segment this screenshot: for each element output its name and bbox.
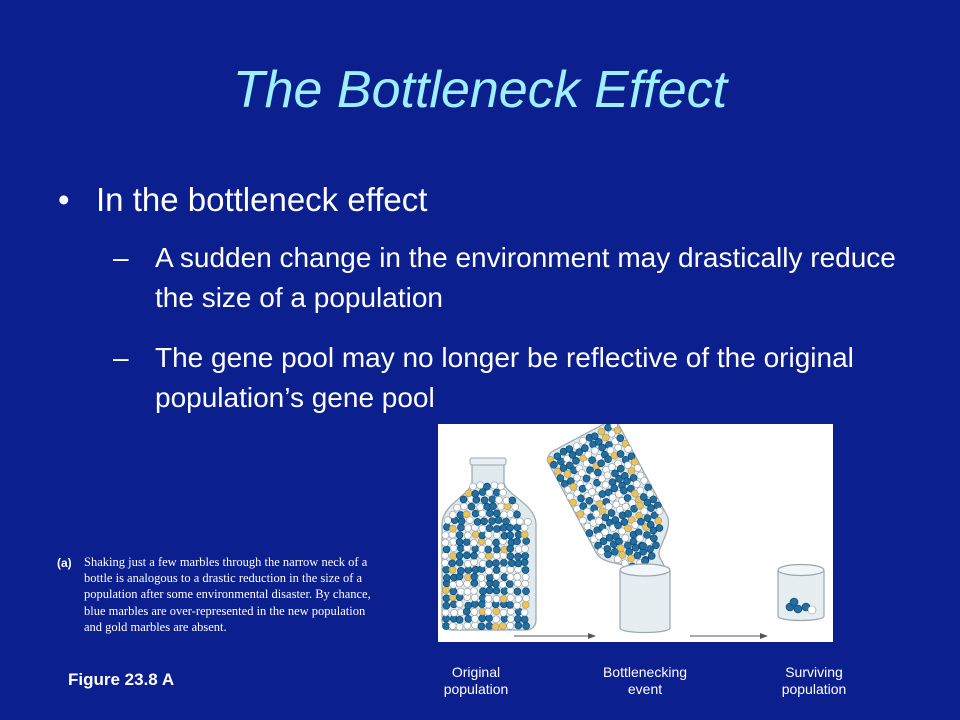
- marble: [442, 552, 449, 559]
- marble: [490, 503, 497, 510]
- marble: [521, 609, 528, 616]
- marble: [457, 588, 464, 595]
- slide-title: The Bottleneck Effect: [232, 61, 728, 119]
- marble: [522, 601, 529, 608]
- stage-label-bottleneck: [585, 664, 705, 698]
- marble: [443, 574, 450, 581]
- figure-label: Figure 23.8 A: [68, 670, 175, 689]
- marble: [516, 518, 523, 525]
- marble: [454, 504, 461, 511]
- marble: [493, 510, 500, 517]
- marble: [450, 581, 457, 588]
- marble: [522, 566, 529, 573]
- marble: [456, 580, 463, 587]
- marble: [507, 545, 514, 552]
- stage-label-surviving: [754, 664, 874, 698]
- marble: [472, 531, 479, 538]
- marble: [493, 608, 500, 615]
- marble: [444, 517, 451, 524]
- marble: [486, 574, 493, 581]
- marble: [497, 483, 504, 490]
- marble: [523, 538, 530, 545]
- marble: [472, 622, 479, 629]
- marble: [472, 510, 479, 517]
- marble: [471, 559, 478, 566]
- marble: [486, 560, 493, 567]
- marble: [522, 574, 529, 581]
- marble: [486, 525, 493, 532]
- marble: [472, 490, 479, 497]
- stage-label-line: population: [443, 681, 509, 697]
- marble: [442, 623, 449, 630]
- marble: [491, 482, 498, 489]
- marble: [479, 615, 486, 622]
- marble: [456, 552, 463, 559]
- marble: [443, 595, 450, 602]
- marble: [522, 552, 529, 559]
- marble: [465, 602, 472, 609]
- marble: [512, 503, 519, 510]
- marble: [501, 511, 508, 518]
- marble: [493, 595, 500, 602]
- sub-bullet-marker: –: [113, 242, 129, 273]
- bottleneck-illustration: [438, 424, 833, 642]
- marble: [471, 608, 478, 615]
- marble: [465, 574, 472, 581]
- marble: [442, 559, 449, 566]
- original-bottle: [442, 458, 536, 630]
- marble: [486, 615, 493, 622]
- marble: [514, 538, 521, 545]
- marble: [507, 553, 514, 560]
- marble: [470, 483, 477, 490]
- marble: [510, 518, 517, 525]
- bottleneck-figure: [438, 424, 833, 642]
- marble: [479, 525, 486, 532]
- marble: [474, 518, 481, 525]
- marble: [523, 595, 530, 602]
- marble: [507, 594, 514, 601]
- marble: [507, 587, 514, 594]
- marble: [471, 594, 478, 601]
- marble: [514, 588, 521, 595]
- marble: [464, 622, 471, 629]
- marble: [509, 497, 516, 504]
- marble: [522, 580, 529, 587]
- marble: [450, 545, 457, 552]
- marble: [485, 567, 492, 574]
- marble: [481, 518, 488, 525]
- marble: [493, 560, 500, 567]
- bullet-text: In the bottleneck effect: [96, 181, 428, 218]
- marble: [507, 608, 514, 615]
- marble: [500, 609, 507, 616]
- marble: [458, 518, 465, 525]
- stage-label-line: Surviving: [785, 664, 843, 680]
- marble: [478, 552, 485, 559]
- marble: [523, 622, 530, 629]
- marble: [477, 504, 484, 511]
- marble: [485, 539, 492, 546]
- stage-label-line: population: [781, 681, 847, 697]
- marble: [493, 616, 500, 623]
- arrow-1: [514, 633, 596, 639]
- arrow-2: [690, 633, 768, 639]
- marble: [507, 622, 514, 629]
- marble: [493, 539, 500, 546]
- marble: [485, 531, 492, 538]
- marble: [507, 615, 514, 622]
- marble: [451, 609, 458, 616]
- marble: [495, 496, 502, 503]
- marble: [508, 560, 515, 567]
- marble: [443, 602, 450, 609]
- marble: [478, 574, 485, 581]
- sub-bullet-text: A sudden change in the environment may drastically reduce the size of a population: [155, 242, 896, 313]
- marble: [522, 545, 529, 552]
- marble: [471, 552, 478, 559]
- marble: [493, 489, 500, 496]
- marble: [513, 511, 520, 518]
- marble: [465, 525, 472, 532]
- marble: [457, 524, 464, 531]
- marble: [492, 580, 499, 587]
- marble: [495, 517, 502, 524]
- marble: [499, 622, 506, 629]
- marble: [500, 566, 507, 573]
- marble: [479, 560, 486, 567]
- sub-bullet-text: The gene pool may no longer be reflective of the original population’s gene pool: [155, 342, 854, 413]
- marble: [486, 510, 493, 517]
- marble: [521, 616, 528, 623]
- marble: [449, 622, 456, 629]
- marble: [514, 615, 521, 622]
- marble: [507, 574, 514, 581]
- marble: [478, 545, 485, 552]
- marble: [456, 559, 463, 566]
- marble: [507, 524, 514, 531]
- marble: [514, 553, 521, 560]
- marble: [507, 566, 514, 573]
- marble: [493, 587, 500, 594]
- marble: [479, 588, 486, 595]
- marble: [499, 581, 506, 588]
- marble: [502, 518, 509, 525]
- marble: [450, 588, 457, 595]
- marble: [486, 587, 493, 594]
- marble: [463, 539, 470, 546]
- marble: [506, 581, 513, 588]
- marble: [485, 546, 492, 553]
- marble: [442, 587, 449, 594]
- marble: [478, 623, 485, 630]
- marble: [479, 580, 486, 587]
- marble: [464, 532, 471, 539]
- marble: [493, 525, 500, 532]
- marble: [449, 511, 456, 518]
- marble: [497, 503, 504, 510]
- marble: [456, 601, 463, 608]
- marble: [456, 616, 463, 623]
- marble: [468, 503, 475, 510]
- marble: [515, 560, 522, 567]
- marble: [465, 615, 472, 622]
- marble: [449, 560, 456, 567]
- marble: [481, 497, 488, 504]
- marble: [470, 587, 477, 594]
- marble: [484, 483, 491, 490]
- stage-label-line: Original: [451, 664, 501, 680]
- marble: [500, 595, 507, 602]
- marble: [456, 531, 463, 538]
- stage-label-original: [416, 664, 536, 698]
- marble: [457, 567, 464, 574]
- marble: [486, 622, 493, 629]
- marble: [515, 595, 522, 602]
- marble: [461, 503, 468, 510]
- figure-caption: Shaking just a few marbles through the narrow neck of a bottle is analogous to a drastic reduction in the size of a population after some environmental disaster. By chance, blue marbles are over-represented in the new population and gold marbles are absent.: [84, 555, 371, 634]
- right-jar: [778, 565, 824, 621]
- figure-panel-label: (a): [57, 556, 72, 570]
- marble: [472, 615, 479, 622]
- marble: [485, 608, 492, 615]
- marble: [507, 532, 514, 539]
- marble: [514, 573, 521, 580]
- marble: [456, 623, 463, 630]
- marble: [465, 490, 472, 497]
- marble: [507, 511, 514, 518]
- marble: [515, 546, 522, 553]
- marble: [471, 601, 478, 608]
- marble: [450, 553, 457, 560]
- marble: [500, 524, 507, 531]
- marble: [449, 566, 456, 573]
- marble: [514, 580, 521, 587]
- stage-label-line: event: [627, 681, 663, 697]
- marble: [463, 552, 470, 559]
- marble: [477, 482, 484, 489]
- marble: [460, 496, 467, 503]
- marble: [493, 567, 500, 574]
- marble: [489, 496, 496, 503]
- marble: [464, 580, 471, 587]
- marble: [443, 566, 450, 573]
- marble: [515, 622, 522, 629]
- marble: [521, 531, 528, 538]
- marble: [457, 545, 464, 552]
- marble: [485, 595, 492, 602]
- marble: [493, 546, 500, 553]
- marble: [442, 532, 449, 539]
- marble: [507, 601, 514, 608]
- marble: [492, 623, 499, 630]
- marble: [449, 525, 456, 532]
- marble: [471, 580, 478, 587]
- middle-jar: [620, 564, 670, 633]
- marble: [524, 518, 531, 525]
- sub-bullet-marker: –: [113, 342, 129, 373]
- marble: [471, 573, 478, 580]
- marble: [443, 546, 450, 553]
- stage-label-line: Bottlenecking: [602, 664, 688, 680]
- marble: [523, 588, 530, 595]
- marble: [470, 539, 477, 546]
- marble: [464, 588, 471, 595]
- marble: [521, 559, 528, 566]
- marble: [514, 602, 521, 609]
- marble: [456, 538, 463, 545]
- marble: [442, 609, 449, 616]
- marble: [500, 559, 507, 566]
- marble: [442, 539, 449, 546]
- marble: [463, 511, 470, 518]
- marble: [486, 553, 493, 560]
- marble: [489, 518, 496, 525]
- bullet-marker: •: [58, 181, 70, 218]
- marble: [479, 510, 486, 517]
